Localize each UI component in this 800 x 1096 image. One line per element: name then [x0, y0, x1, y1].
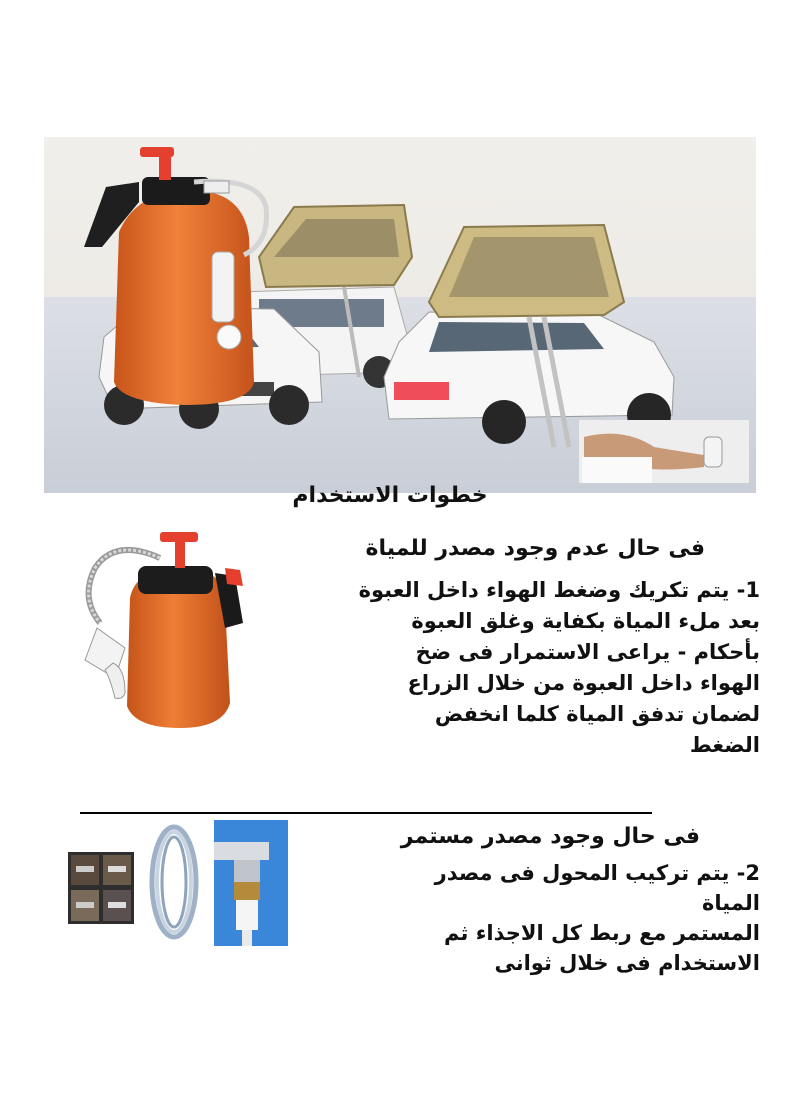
- sprayer-product-image: [75, 528, 250, 733]
- section1-line: 1- يتم تكريك وضغط الهواء داخل العبوة: [358, 578, 760, 602]
- section2-title: فى حال وجود مصدر مستمر: [400, 824, 700, 849]
- section1-line: لضمان تدفق المياة كلما انخفض: [434, 702, 760, 726]
- page-heading: خطوات الاستخدام: [292, 483, 488, 508]
- section2-line: الاستخدام فى خلال ثوانى: [494, 951, 760, 975]
- section1-title: فى حال عدم وجود مصدر للمياة: [365, 536, 705, 561]
- faucet-adapter-image: [214, 820, 288, 946]
- hero-illustration: [44, 137, 756, 493]
- hands-inset: [579, 420, 749, 483]
- section2-paragraph: [390, 858, 760, 978]
- section-divider: [80, 812, 652, 814]
- hose-coil-image: [146, 822, 202, 942]
- section2-line: 2- يتم تركيب المحول فى مصدر المياة: [434, 861, 760, 915]
- section1-line: الهواء داخل العبوة من خلال الزراع: [407, 671, 760, 695]
- hero-image: [44, 137, 756, 493]
- section1-line: بأحكام - يراعى الاستمرار فى ضخ: [415, 640, 760, 664]
- section2-line: المستمر مع ربط كل الاجذاء ثم: [444, 921, 760, 945]
- faucet-steps-image: [68, 852, 134, 924]
- section1-line: الضغط: [689, 733, 760, 757]
- section1-line: بعد ملء المياة بكفاية وغلق العبوة: [411, 609, 760, 633]
- section1-paragraph: [300, 575, 760, 761]
